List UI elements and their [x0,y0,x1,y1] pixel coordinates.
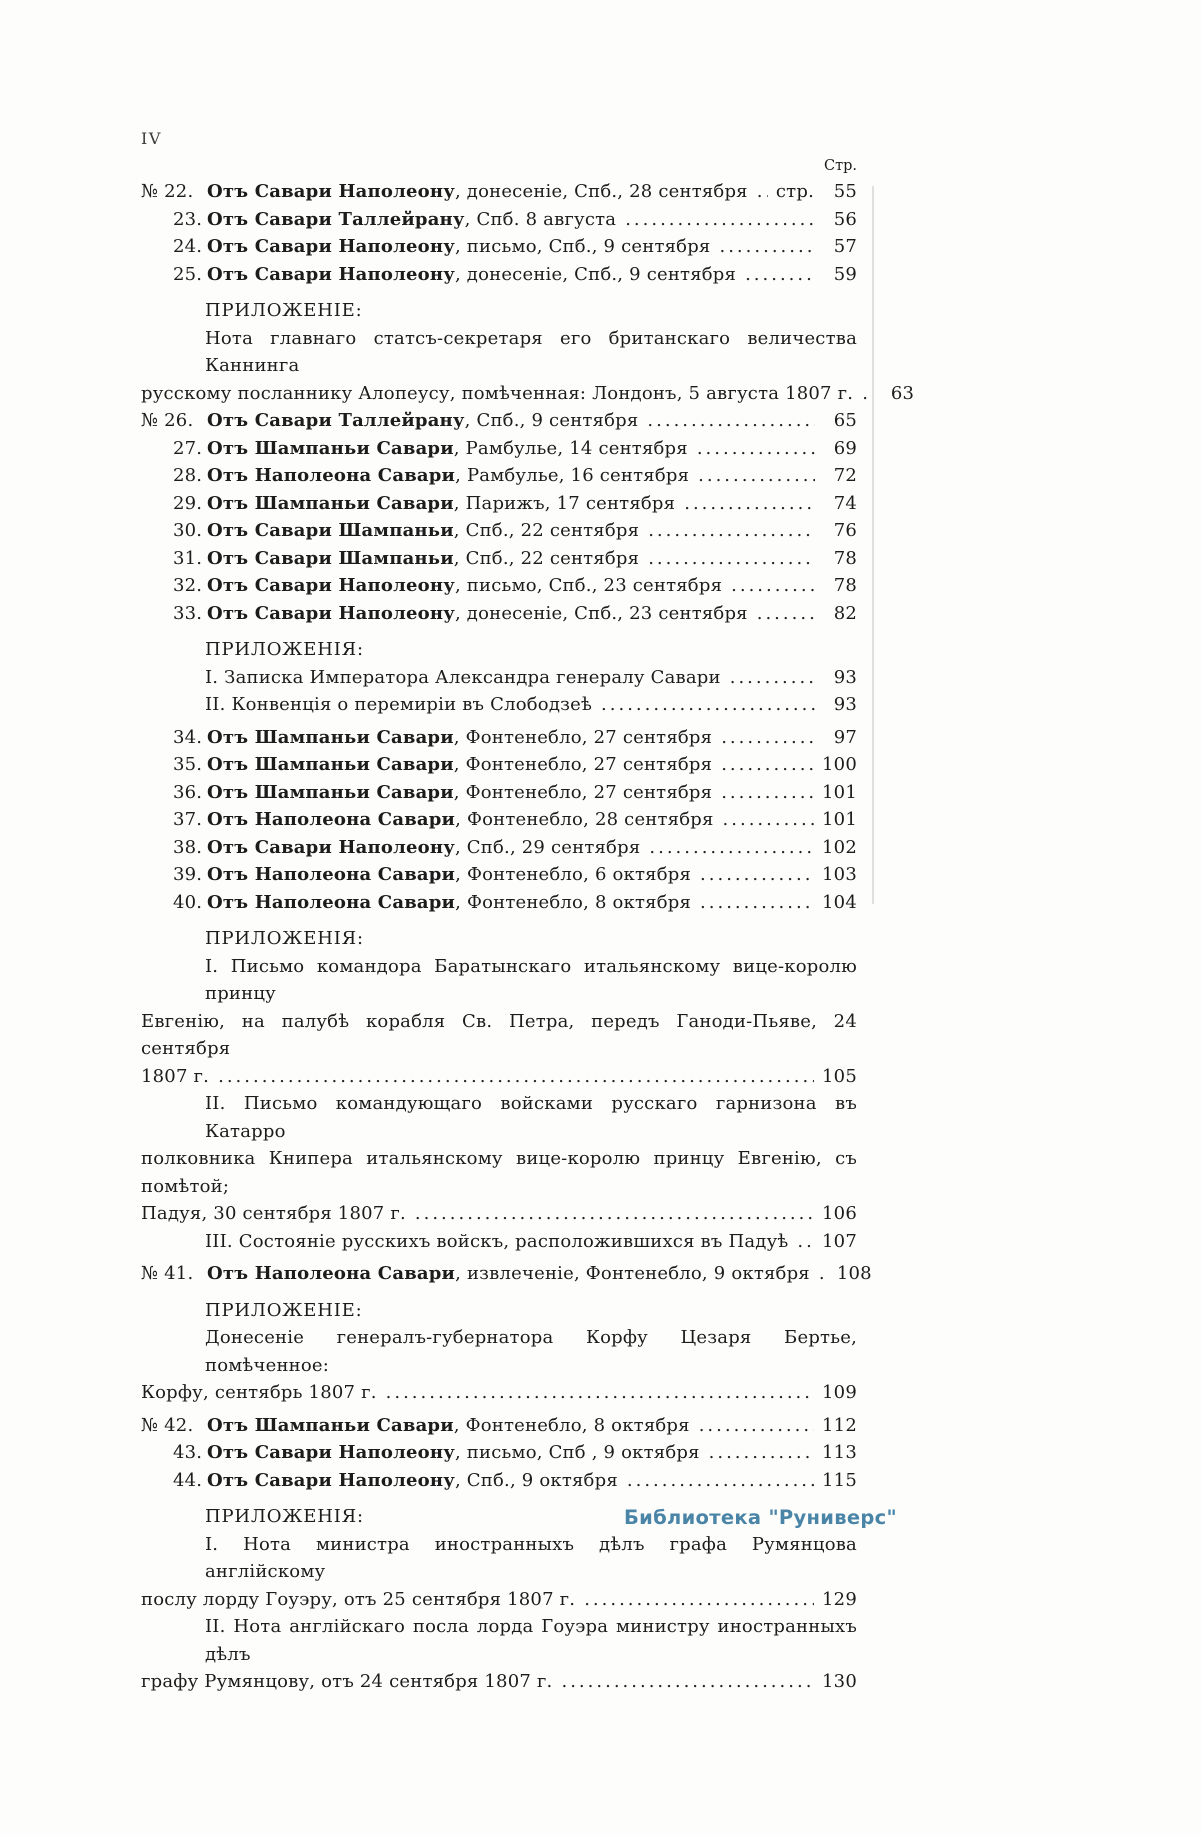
appendix-entry [141,1531,857,1614]
toc-entry [141,261,857,289]
appendix-entry [141,953,857,1091]
appendix-item [141,664,857,692]
entry-title [207,600,748,628]
entry-title [207,490,675,518]
entry-detail: , Фонтенебло, 8 октября [455,891,692,913]
dot-leader [684,490,815,518]
correspondents: Отъ Шампаньи Савари [207,726,454,748]
appendix-header: ПРИЛОЖЕНІЯ: [205,928,364,949]
toc-entry [141,462,857,490]
appendix-text: послу лорду Гоуэру, отъ 25 сентября 1807 г. [141,1588,576,1610]
entry-title [207,1467,618,1495]
page-label: стр. [775,181,814,202]
dot-leader [721,724,815,752]
appendix-text: I. Записка Императора Александра генералу Савари [205,666,721,688]
entry-number: 38. [173,836,203,858]
appendix-text-line: Нота главнаго статсъ-секретаря его британскаго величества Каннинга [205,327,857,376]
correspondents: Отъ Шампаньи Савари [207,781,454,803]
appendix-text-line: Донесеніе генералъ-губернатора Корфу Цезаря Бертье, помѣченное: [205,1327,857,1376]
toc-entry [141,490,857,518]
appendix-text-line: Евгенію, на палубѣ корабля Св. Петра, передъ Ганоди-Пьяве, 24 сентября [141,1010,857,1059]
entry-number: 33. [173,602,203,624]
entry-number: 29. [173,492,203,514]
entry-page-number: 59 [833,263,857,285]
toc-entry [141,1439,857,1467]
entry-detail: , Фонтенебло, 27 сентября [453,754,713,775]
entry-detail: , донесеніе, Спб., 28 сентября [454,181,748,202]
entry-number: № 22. [141,181,194,202]
correspondents: Отъ Савари Таллейрану [207,410,465,431]
entry-title [207,834,640,862]
dot-leader [757,600,815,628]
dot-leader [757,178,768,206]
entry-page-number: 93 [833,694,857,715]
entry-detail: , Спб., 22 сентября [453,547,640,569]
entry-page-number: 130 [822,1671,857,1692]
entry-detail: , Рамбулье, 16 сентября [455,465,690,486]
toc-entry [141,407,857,435]
entry-page-number: 107 [822,1230,857,1252]
entry-number: 44. [173,1469,203,1491]
entry-page-number: 93 [833,666,857,688]
entry-page-number: 100 [822,754,857,775]
toc-entry [141,724,857,752]
appendix-entry [141,1090,857,1228]
correspondents: Отъ Наполеона Савари [207,864,456,885]
toc-entry [141,751,857,779]
entry-number: 28. [173,465,203,486]
entry-title [207,206,616,234]
entry-page-number: 57 [833,236,857,257]
appendix-last-line [141,380,915,408]
correspondents: Отъ Савари Шампаньи [207,520,454,541]
dot-leader [700,861,814,889]
dot-leader [386,1379,814,1407]
appendix-entry [141,1613,857,1696]
dot-leader [719,233,815,261]
entry-detail: , письмо, Спб., 23 сентября [454,575,723,596]
toc-entry [141,806,857,834]
appendix-header: ПРИЛОЖЕНІЯ: [205,1506,364,1527]
correspondents: Отъ Савари Наполеону [207,236,455,257]
correspondents: Отъ Савари Наполеону [207,263,455,285]
appendix-text-line: I. Нота министра иностранныхъ дѣлъ графа Румянцова англійскому [205,1533,857,1582]
dot-leader [700,889,814,917]
appendix-item [141,1228,857,1256]
appendix-entry [141,1324,857,1407]
entry-number: № 41. [141,1263,194,1284]
toc-entry [141,178,857,206]
entry-number: 27. [173,437,203,459]
entry-detail: , Фонтенебло, 8 октября [453,1414,690,1436]
dot-leader [745,261,815,289]
correspondents: Отъ Шампаньи Савари [207,754,454,775]
page-column-header: Стр. [823,158,857,174]
dot-leader [723,806,815,834]
entry-detail: , Фонтенебло, 6 октября [455,864,692,885]
entry-page-number: 101 [822,809,857,830]
entry-page-number: 78 [833,547,857,569]
entry-number: 43. [173,1442,203,1463]
toc-entry [141,1412,857,1440]
appendix-header: ПРИЛОЖЕНІЕ: [205,300,363,321]
appendix-text-line: полковника Книпера итальянскому вице-королю принцу Евгенію, съ помѣтой; [141,1148,857,1197]
dot-leader [797,1228,814,1256]
toc-entry [141,779,857,807]
appendix-text-line: II. Нота англійскаго посла лорда Гоуэра министру иностранныхъ дѣлъ [205,1616,857,1665]
dot-leader [709,1439,814,1467]
entry-page-number: 82 [833,602,857,624]
appendix-last-line [141,1063,857,1091]
dot-leader [625,206,815,234]
dot-leader [648,545,815,573]
appendix-last-line [141,1379,857,1407]
entry-title [207,572,722,600]
entry-title [207,517,639,545]
entry-number: 31. [173,547,203,569]
entry-page-number: 102 [822,836,857,858]
correspondents: Отъ Савари Наполеону [207,181,455,202]
dot-leader [862,380,872,408]
entry-title [207,178,748,206]
toc-entry [141,435,857,463]
entry-detail: , письмо, Спб , 9 октября [454,1442,700,1463]
toc-entry [141,834,857,862]
entry-page-number: 101 [822,781,857,803]
entry-detail: , Фонтенебло, 28 сентября [455,809,714,830]
appendix-text-line: I. Письмо командора Баратынскаго итальянскому вице-королю принцу [205,955,857,1004]
entry-title [207,1260,810,1288]
appendix-text: II. Конвенція о перемиріи въ Слободзеѣ [205,694,593,715]
entry-page-number: 55 [833,181,857,202]
entry-title [207,1412,690,1440]
correspondents: Отъ Наполеона Савари [207,465,456,486]
correspondents: Отъ Савари Наполеону [207,1469,455,1491]
correspondents: Отъ Наполеона Савари [207,1263,456,1284]
entry-page-number: 108 [836,1263,872,1284]
table-of-contents [141,129,915,1696]
entry-page-number: 78 [833,575,857,596]
scan-edge-artifact [872,186,874,904]
appendix-text-line: II. Письмо командующаго войсками русскаго гарнизона въ Катарро [205,1093,857,1142]
appendix-text: русскому посланнику Алопеусу, помѣченная: Лондонъ, 5 августа 1807 г. [141,382,854,404]
entry-title [207,779,712,807]
entry-page-number: 105 [822,1065,857,1087]
dot-leader [730,664,815,692]
toc-entry [141,545,857,573]
dot-leader [698,462,815,490]
toc-entry [141,517,857,545]
entry-page-number: 103 [822,864,857,885]
entry-page-number: 97 [833,726,857,748]
toc-entry [141,1467,857,1495]
dot-leader [584,1586,814,1614]
dot-leader [649,834,814,862]
entry-title [207,233,710,261]
toc-entry [141,600,857,628]
entry-number: № 42. [141,1414,194,1436]
entry-page-number: 113 [822,1442,857,1463]
toc-entry [141,861,857,889]
correspondents: Отъ Шампаньи Савари [207,1414,454,1436]
entry-detail: , донесеніе, Спб., 23 сентября [454,602,748,624]
entry-title [207,806,714,834]
entry-detail: , Спб., 29 сентября [454,836,641,858]
entry-detail: , Спб. 8 августа [464,208,617,230]
entry-page-number: 106 [822,1203,857,1224]
correspondents: Отъ Савари Наполеону [207,575,455,596]
entry-page-number: 76 [833,520,857,541]
entry-number: 32. [173,575,203,596]
entry-title [207,889,691,917]
toc-entry [141,233,857,261]
entry-page-number: 129 [822,1588,857,1610]
dot-leader [721,779,814,807]
entry-title [207,751,712,779]
dot-leader [699,1412,814,1440]
entry-title [207,1439,700,1467]
entry-title [207,861,691,889]
correspondents: Отъ Савари Таллейрану [207,208,465,230]
correspondents: Отъ Савари Наполеону [207,1442,455,1463]
entry-page-number: 115 [822,1469,857,1491]
entry-page-number: 109 [822,1382,857,1403]
entry-number: 36. [173,781,203,803]
entry-number: 24. [173,236,203,257]
dot-leader [601,691,815,719]
entry-title [207,407,638,435]
toc-entry [141,1260,872,1288]
toc-entry [141,572,857,600]
entry-page-number: 65 [833,410,857,431]
entry-page-number: 63 [890,382,915,404]
correspondents: Отъ Шампаньи Савари [207,437,454,459]
appendix-last-line [141,1200,857,1228]
correspondents: Отъ Наполеона Савари [207,809,456,830]
dot-leader [819,1260,829,1288]
appendix-text: III. Состояніе русскихъ войскъ, расположившихся въ Падуѣ [205,1230,789,1252]
appendix-header: ПРИЛОЖЕНІЕ: [205,1299,363,1321]
appendix-header: ПРИЛОЖЕНІЯ: [205,639,364,660]
dot-leader [697,435,815,463]
entry-detail: , Спб., 9 октября [454,1469,618,1491]
library-watermark: Библиотека "Руниверс" [623,1506,897,1529]
entry-detail: , Спб., 9 сентября [464,410,639,431]
entry-detail: , письмо, Спб., 9 сентября [454,236,711,257]
appendix-text: Корфу, сентябрь 1807 г. [141,1382,377,1403]
correspondents: Отъ Савари Наполеону [207,836,455,858]
entry-number: 40. [173,891,203,913]
entry-detail: , Фонтенебло, 27 сентября [453,726,713,748]
dot-leader [648,517,815,545]
folio-page-number: IV [141,129,162,148]
entry-page-number: 56 [833,208,857,230]
correspondents: Отъ Савари Наполеону [207,602,455,624]
dot-leader [731,572,815,600]
entry-number: 39. [173,864,203,885]
entry-detail: , Спб., 22 сентября [453,520,640,541]
entry-page-number: 74 [833,492,857,514]
entry-detail: , Фонтенебло, 27 сентября [453,781,713,803]
entry-detail: , Парижъ, 17 сентября [453,492,676,514]
entry-title [207,435,688,463]
entry-number: 23. [173,208,203,230]
correspondents: Отъ Шампаньи Савари [207,492,454,514]
appendix-last-line [141,1586,857,1614]
toc-entry [141,889,857,917]
dot-leader [647,407,815,435]
dot-leader [627,1467,814,1495]
entry-number: № 26. [141,410,194,431]
entry-page-number: 112 [822,1414,857,1436]
appendix-text: Падуя, 30 сентября 1807 г. [141,1203,406,1224]
appendix-item [141,691,857,719]
entry-detail: , донесеніе, Спб., 9 сентября [454,263,737,285]
appendix-text: 1807 г. [141,1065,210,1087]
entry-title [207,462,689,490]
dot-leader [561,1668,814,1696]
entry-page-number: 69 [833,437,857,459]
entry-number: 25. [173,263,203,285]
entry-number: 34. [173,726,203,748]
entry-page-number: 104 [822,891,857,913]
appendix-text: графу Румянцову, отъ 24 сентября 1807 г. [141,1671,553,1692]
appendix-entry [141,325,915,408]
entry-number: 35. [173,754,203,775]
entry-number: 37. [173,809,203,830]
entry-page-number: 72 [833,465,857,486]
dot-leader [721,751,814,779]
appendix-last-line [141,1668,857,1696]
toc-entry [141,206,857,234]
entry-detail: , извлеченіе, Фонтенебло, 9 октября [455,1263,810,1284]
entry-detail: , Рамбулье, 14 сентября [453,437,688,459]
entry-title [207,545,639,573]
entry-title [207,261,736,289]
correspondents: Отъ Наполеона Савари [207,891,456,913]
correspondents: Отъ Савари Шампаньи [207,547,454,569]
entry-title [207,724,712,752]
dot-leader [218,1063,814,1091]
dot-leader [415,1200,814,1228]
entry-number: 30. [173,520,203,541]
